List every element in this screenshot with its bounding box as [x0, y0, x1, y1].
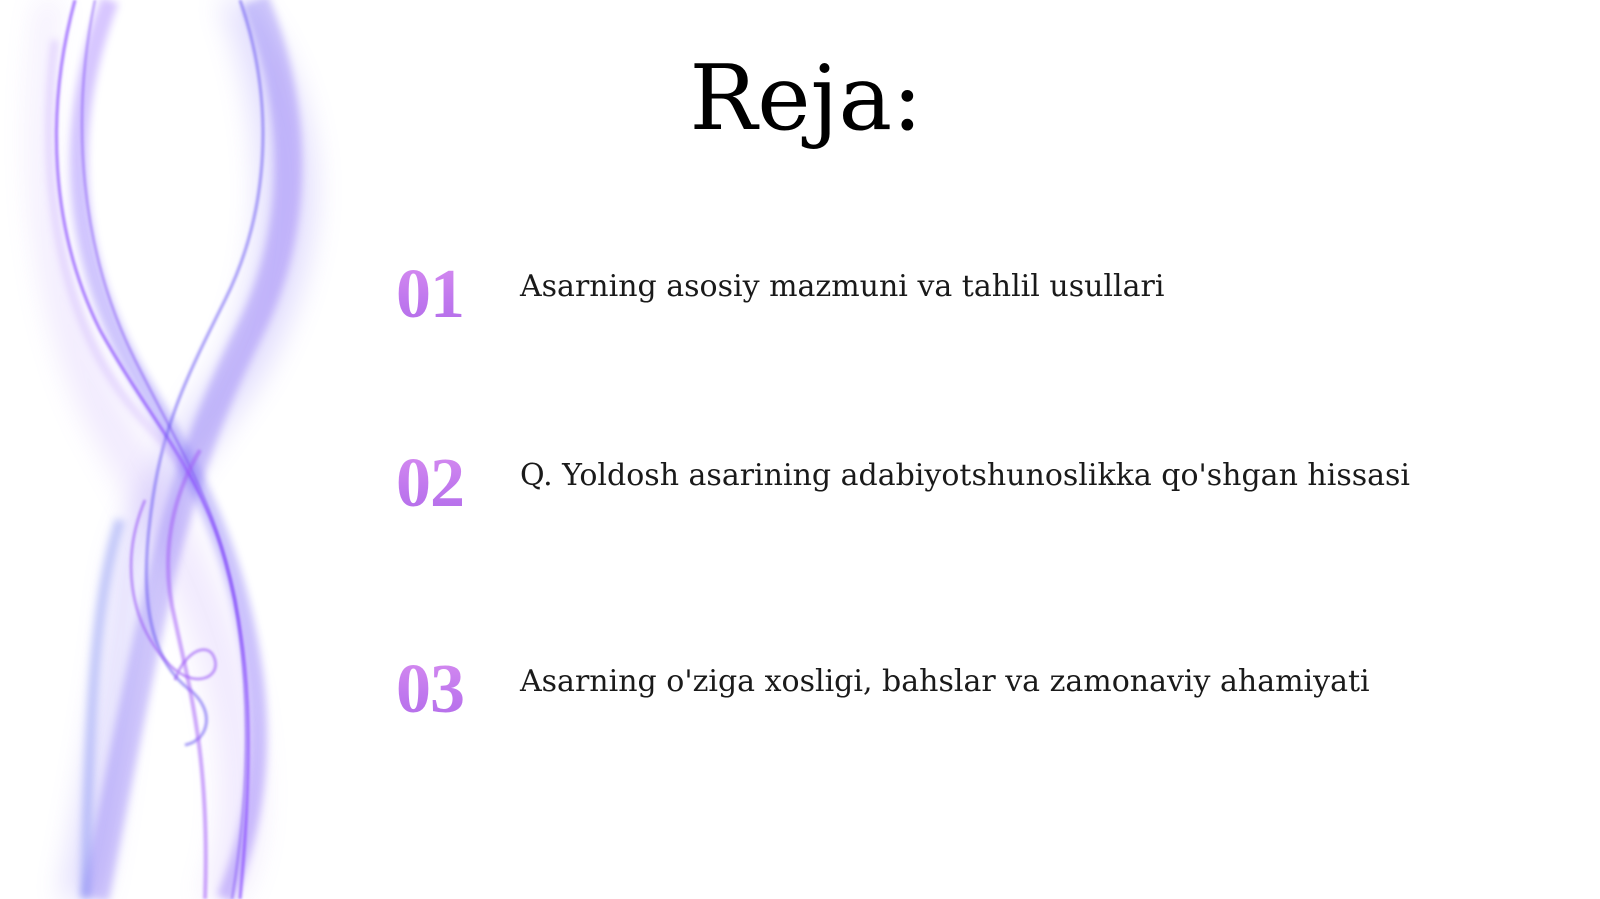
plan-item-3 [396, 650, 1370, 730]
item-text: Q. Yoldosh asarining adabiyotshunoslikka qo'shgan hissasi [520, 458, 1411, 493]
plan-item-2 [396, 444, 1410, 524]
item-number: 03 [396, 650, 520, 730]
slide-title: Reja: [689, 46, 923, 151]
item-number: 02 [396, 444, 520, 524]
item-text: Asarning asosiy mazmuni va tahlil usullari [520, 269, 1165, 304]
plan-item-1 [396, 255, 1164, 335]
item-number: 01 [396, 255, 520, 335]
item-text: Asarning o'ziga xosligi, bahslar va zamonaviy ahamiyati [520, 664, 1370, 699]
